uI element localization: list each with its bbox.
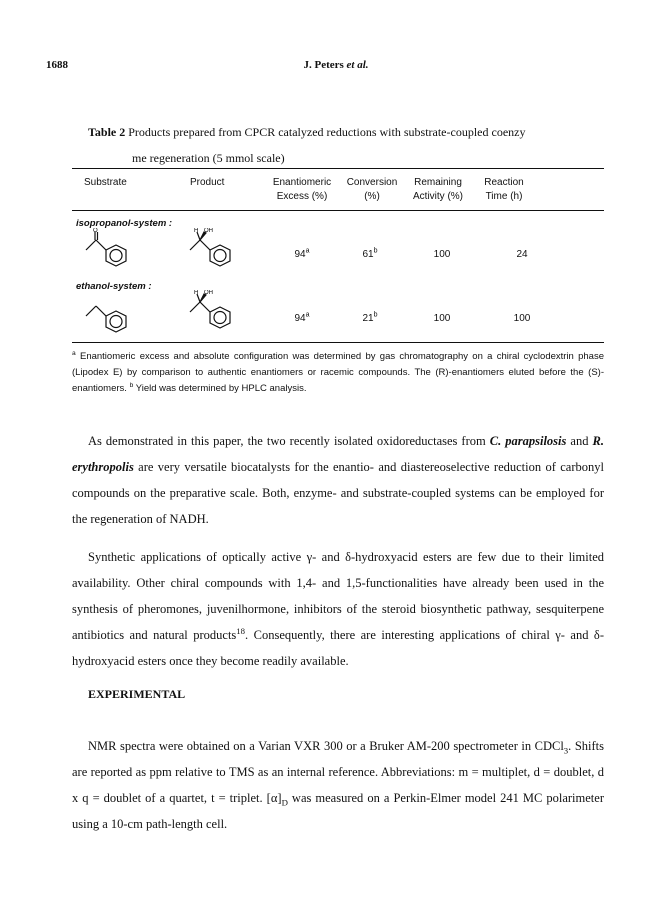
aryl-bond — [200, 302, 210, 312]
col-ee-line1: Enantiomeric — [272, 177, 332, 188]
p3-subscript-d: D — [281, 797, 288, 808]
col-time-line1: Reaction — [484, 177, 524, 188]
p3-text-a: NMR spectra were obtained on a Varian VXR 300 or a Bruker AM-200 spectrometer in CDCl — [88, 739, 564, 753]
section-isopropanol: isopropanol-system : — [76, 218, 173, 229]
row2-remaining: 100 — [433, 313, 451, 324]
p3-subscript: 3 — [563, 745, 569, 756]
row1-conversion — [340, 249, 400, 260]
row2-conversion-note: b — [373, 311, 378, 319]
col-ee-line2: Excess (%) — [276, 191, 328, 202]
col-conversion-line1: Conversion — [346, 177, 398, 188]
p2-text-a: Synthetic applications of optically active γ- and δ-hydroxyacid esters are few due to their limited availability. Other chiral compounds with 1,4- and 1,5-functionalities have already been used in the synthesis of pheromones, juvenilhormone, inhibitors of the steroid biosynthetic pathway, sesquiterpene antibiotics and natural products — [72, 550, 604, 642]
hydrogen-label: H — [194, 228, 199, 234]
phenylethanol-structure — [184, 290, 254, 340]
paragraph-experimental — [72, 733, 604, 837]
table-caption-line2: me regeneration (5 mmol scale) — [132, 151, 285, 165]
p1-species-r-erythropolis: R. erythropolis — [72, 434, 604, 474]
table-top-rule — [72, 168, 604, 169]
col-time-line2: Time (h) — [485, 191, 523, 202]
table-caption-line1: Products prepared from CPCR catalyzed reductions with substrate-coupled coenzy — [125, 125, 526, 139]
paragraph-conclusion — [72, 428, 604, 532]
table-footnote — [72, 349, 604, 397]
aromatic-circle — [110, 316, 122, 328]
row2-conversion-value: 21 — [362, 313, 374, 324]
table-label: Table 2 — [88, 125, 126, 139]
row2-time: 100 — [513, 313, 531, 324]
aryl-bond — [96, 306, 106, 316]
table-header-rule — [72, 210, 604, 211]
p1-text-b: and — [566, 434, 593, 448]
benzene-ring — [106, 245, 126, 266]
running-head-etal: et al. — [343, 59, 369, 71]
benzene-ring — [106, 311, 126, 332]
row1-time: 24 — [516, 249, 528, 260]
hydroxyl-label: OH — [204, 228, 213, 234]
row2-ee — [272, 313, 332, 324]
benzene-ring — [210, 245, 230, 266]
oxygen-label: O — [93, 228, 98, 234]
col-ee — [262, 176, 342, 204]
footnote-mark-b: b — [129, 381, 134, 389]
page-number: 1688 — [46, 59, 68, 71]
footnote-mark-a: a — [72, 349, 76, 357]
aromatic-circle — [214, 312, 226, 324]
methyl-bond — [86, 306, 96, 316]
row2-ee-value: 94 — [294, 313, 306, 324]
col-product: Product — [190, 177, 225, 188]
table-caption — [88, 119, 618, 171]
row1-conversion-note: b — [373, 247, 378, 255]
footnote-text-a: Enantiomeric excess and absolute configuration was determined by gas chromatography on a chiral cyclodextrin phase (Lipodex E) by comparison to authentic enantiomers or racemic compounds. The (R)-enantiomers eluted before the (S)-enantiomers. — [72, 351, 604, 394]
p1-species-c-parapsilosis: C. parapsilosis — [489, 434, 567, 448]
methyl-bond — [86, 240, 96, 250]
row1-ee-note: a — [305, 247, 310, 255]
col-conversion-line2: (%) — [364, 191, 380, 202]
methyl-bond — [190, 302, 200, 312]
acetophenone-structure — [80, 294, 150, 344]
footnote-text-b: Yield was determined by HPLC analysis. — [133, 383, 307, 394]
hydroxyl-label: OH — [204, 290, 213, 296]
methyl-bond — [190, 240, 200, 250]
row2-ee-note: a — [305, 311, 310, 319]
phenylethanol-structure — [184, 228, 254, 278]
hydrogen-label: H — [194, 290, 199, 296]
row1-ee — [272, 249, 332, 260]
table-bottom-rule — [72, 342, 604, 343]
running-head — [0, 59, 672, 71]
col-remaining-line1: Remaining — [414, 177, 462, 188]
row1-remaining: 100 — [433, 249, 451, 260]
p1-text-a: As demonstrated in this paper, the two recently isolated oxidoreductases from — [88, 434, 490, 448]
aryl-bond — [96, 240, 106, 250]
col-substrate: Substrate — [84, 177, 127, 188]
benzene-ring — [210, 307, 230, 328]
p3-text-b: . Shifts are reported as ppm relative to TMS as an internal reference. Abbreviations: m = multiplet, d = doublet, d x q = doublet of a quartet, t = triplet. [α] — [72, 739, 604, 805]
section-heading-experimental: EXPERIMENTAL — [88, 687, 186, 701]
p2-reference: 18 — [236, 625, 246, 636]
paragraph-applications — [72, 544, 604, 674]
p1-text-c: are very versatile biocatalysts for the enantio- and diastereoselective reduction of carbonyl compounds on the preparative scale. Both, enzyme- and substrate-coupled systems can be employed for the regeneration of NADH. — [72, 460, 604, 526]
col-time — [464, 176, 544, 204]
row1-conversion-value: 61 — [362, 249, 374, 260]
row2-conversion — [340, 313, 400, 324]
p2-text-b: . Consequently, there are interesting applications of chiral γ- and δ-hydroxyacid esters once they become readily available. — [72, 628, 604, 668]
section-ethanol: ethanol-system : — [76, 281, 152, 292]
aryl-bond — [200, 240, 210, 250]
acetophenone-structure — [80, 228, 150, 278]
running-head-authors: J. Peters — [303, 59, 344, 71]
aromatic-circle — [110, 250, 122, 262]
col-remaining-line2: Activity (%) — [413, 191, 463, 202]
aromatic-circle — [214, 250, 226, 262]
row1-ee-value: 94 — [294, 249, 306, 260]
p3-text-c: was measured on a Perkin-Elmer model 241 MC polarimeter using a 10-cm path-length cell. — [72, 791, 604, 831]
